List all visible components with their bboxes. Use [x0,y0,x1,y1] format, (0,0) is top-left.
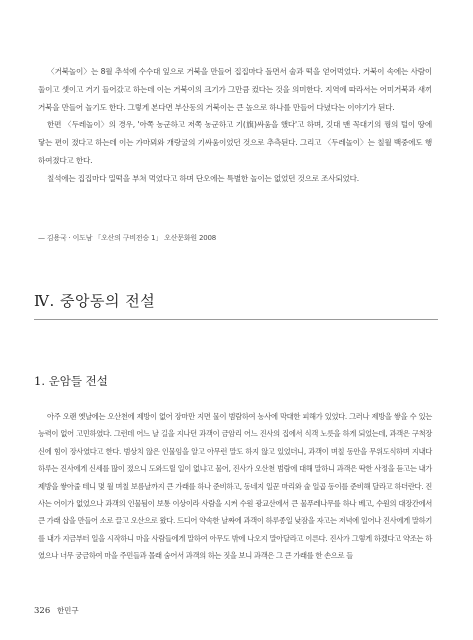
footer-label: 한민구 [56,606,79,615]
section-paragraph-1: 아주 오랜 옛날에는 오산천에 제방이 없어 장마만 지면 물이 범람하여 농사에 막대한 피해가 있었다. 그러나 제방을 쌓을 수 있는 능력이 없어 고민하였다. 그런데 어느 날 길을 지나던 과객이 금암리 어느 진사의 집에서 식객 노릇을 하게 되었는데, 과객은 구척장신에 힘이 장사였다고 한다. 범상치 않은 인물임을 알고 아무런 말도 하지 않고 있었더니, 과객이 며칠 동안을 무위도식하며 지내다 하루는 진사에게 신세를 많이 졌으니 도와드릴 일이 없냐고 물어, 진사가 오산천 범람에 대해 말하니 과객은 딱한 사정을 듣고는 내가 제방을 쌓아줄 테니 몇 월 며칠 보름날까지 큰 가래를 하나 준비하고, 동네지 일꾼 마리와 술 일곱 동이를 준비해 달라고 하더란다. 진사는 어이가 없었으나 과객의 인물됨이 보통 이상이라 사람을 시켜 수원 광교산에서 큰 물푸레나무를 하나 베고, 수원의 대장간에서 큰 가래 삽을 만들어 소로 끌고 오산으로 왔다. 드디어 약속한 날짜에 과객이 하루종일 낮잠을 자고는 저녁에 일어나 진사에게 말하기를 내가 지금부터 일을 시작하니 마을 사람들에게 말하여 아무도 밖에 나오지 말아달라고 이른다. 진사가 그렇게 하겠다고 약조는 하였으나 너무 궁금하여 마을 주민들과 몰래 숨어서 과객의 하는 짓을 보니 과객은 그 큰 가래를 한 손으로 들 [38,412,432,561]
section-text-block [38,408,432,565]
page-number: 326 [34,606,51,616]
chapter-divider [34,319,438,320]
intro-paragraph-3: 칠석에는 집집마다 밀떡을 부쳐 먹었다고 하며 단오에는 특별한 놀이는 없었던 것으로 조사되었다. [47,173,359,183]
section-title: 1. 운암들 전설 [34,374,108,388]
page-footer [34,605,79,616]
source-citation: — 김용국 · 이도남 「오산의 구비전승 1」 오산문화원 2008 [38,234,217,242]
intro-paragraph-1: 〈거북놀이〉는 8월 추석에 수수대 잎으로 거북을 만들어 집집마다 돌면서 술과 떡을 얻어먹었다. 거북이 속에는 사람이 둘이고 셋이고 거기 들어갔고 하는데 이는 거북이의 크기가 그만큼 컸다는 것을 의미한다. 지역에 따라서는 어미거북과 새끼거북을 만들어 놀기도 한다. 그렇게 본다면 부산동의 거북이는 큰 높으로 하나를 만들어 다녔다는 이야기가 된다. [38,67,432,112]
intro-paragraph-2: 한편 〈두레놀이〉의 경우, '아쪽 농군하고 저쪽 농군하고 기(旗)싸움을 했다'고 하며, 깃대 맨 꼭대기의 꿩의 털이 땅에 닿는 편이 졌다고 하는데 이는 가마뫼와 개랑굴의 기싸움이었던 것으로 추측된다. 그리고 〈두레놀이〉는 칠월 백중에도 행하여졌다고 한다. [38,120,432,165]
intro-text-block [38,63,432,188]
chapter-title: Ⅳ. 중앙동의 전설 [34,292,156,310]
